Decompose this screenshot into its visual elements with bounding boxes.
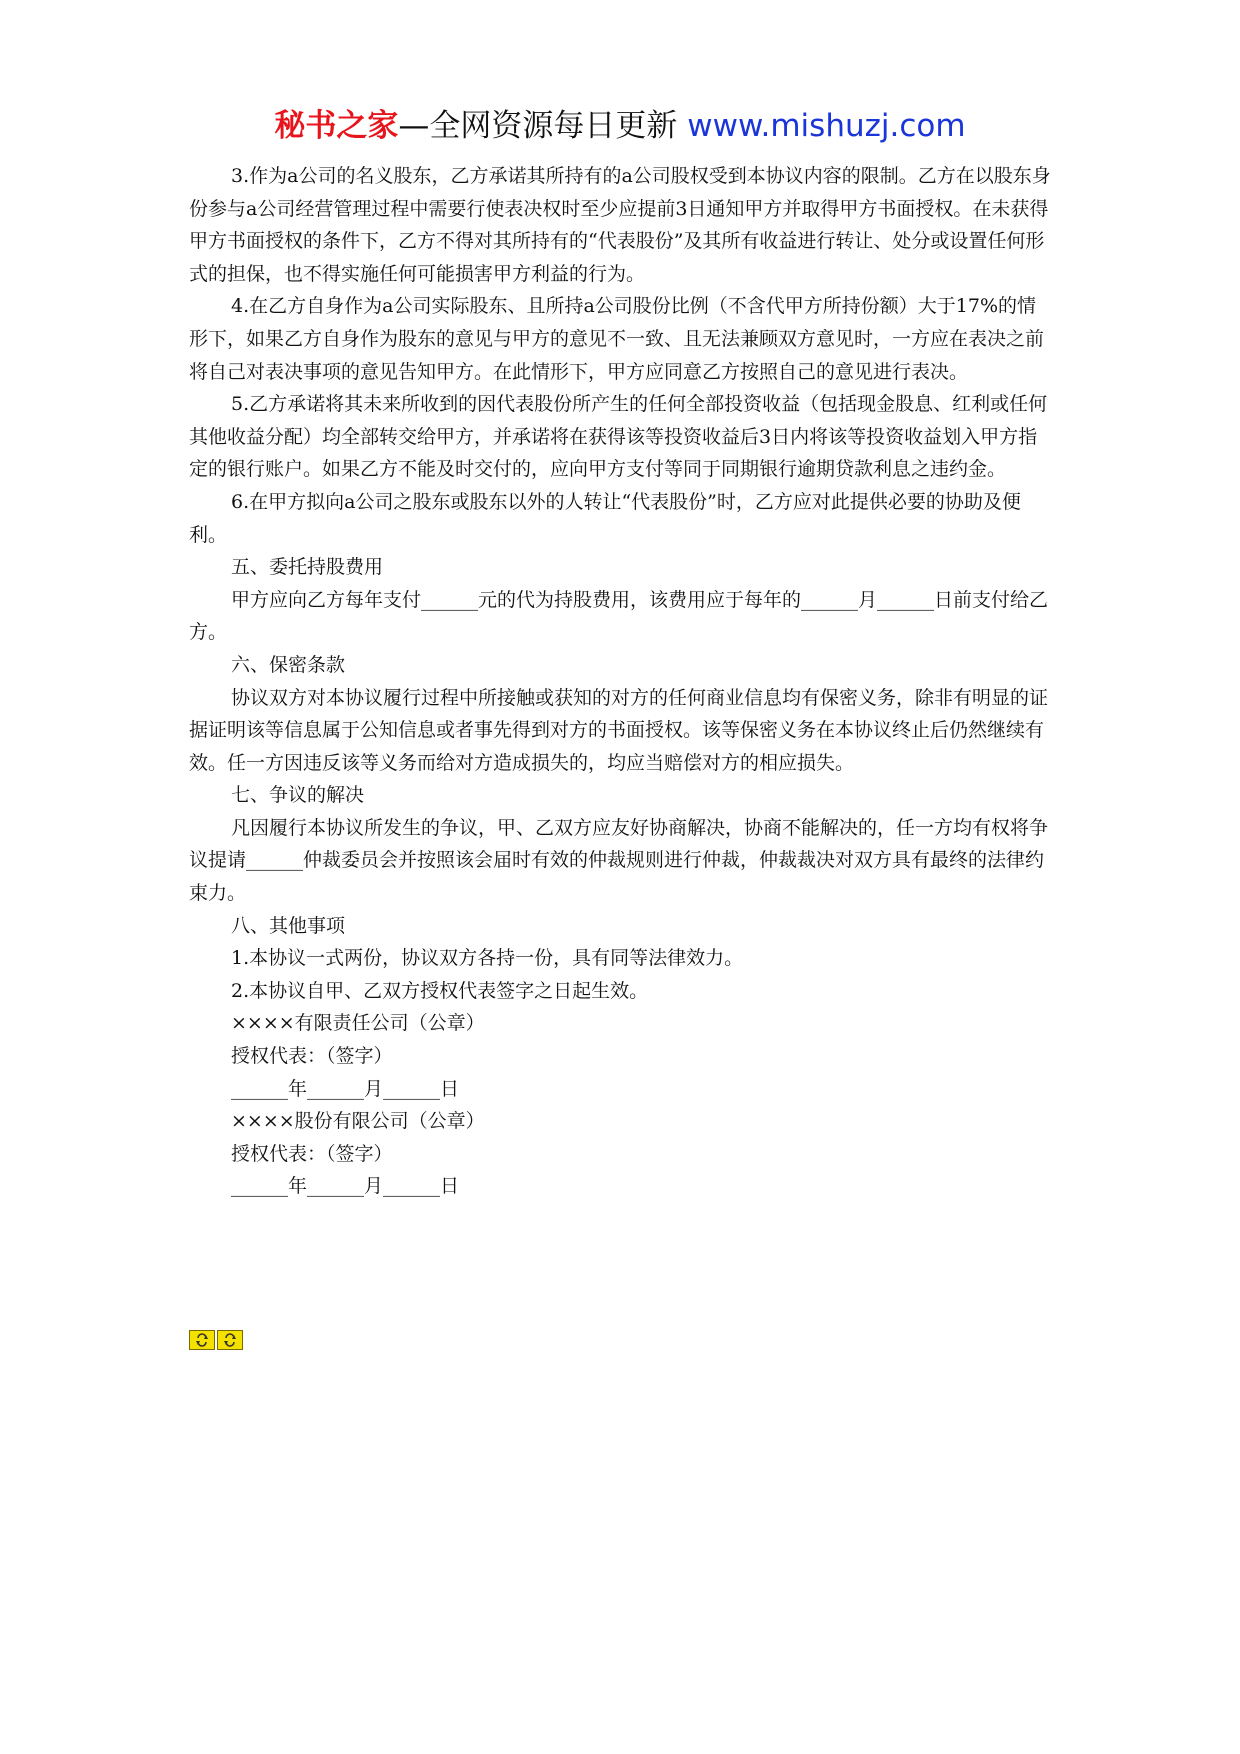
section-heading-other: 八、其他事项	[231, 914, 346, 937]
section-heading-fee: 五、委托持股费用	[231, 556, 384, 579]
document-body	[189, 160, 1055, 1203]
confidentiality-paragraph: 协议双方对本协议履行过程中所接触或获知的对方的任何商业信息均有保密义务，除非有明显的证据证明该等信息属于公知信息或者事先得到对方的书面授权。该等保密义务在本协议终止后仍然继续有效。任一方因违反该等义务而给对方造成损失的，均应当赔偿对方的相应损失。	[189, 686, 1049, 774]
other-item-2: 2.本协议自甲、乙双方授权代表签字之日起生效。	[231, 979, 649, 1002]
clause-5: 5.乙方承诺将其未来所收到的因代表股份所产生的任何全部投资收益（包括现金股息、红利或任何其他收益分配）均全部转交给甲方，并承诺将在获得该等投资收益后3日内将该等投资收益划入甲方指定的银行账户。如果乙方不能及时交付的，应向甲方支付等同于同期银行逾期贷款利息之违约金。	[189, 393, 1048, 481]
clause-6: 6.在甲方拟向a公司之股东或股东以外的人转让“代表股份”时，乙方应对此提供必要的协助及便利。	[189, 490, 1021, 546]
other-item-1: 1.本协议一式两份，协议双方各持一份，具有同等法律效力。	[231, 947, 744, 970]
dispute-paragraph: 凡因履行本协议所发生的争议，甲、乙双方应友好协商解决，协商不能解决的，任一方均有权将争议提请______仲裁委员会并按照该会届时有效的仲裁规则进行仲裁，仲裁裁决对双方具有最终的法律约束力。	[189, 816, 1049, 905]
fee-paragraph: 甲方应向乙方每年支付______元的代为持股费用，该费用应于每年的______月______日前支付给乙方。	[189, 588, 1049, 644]
party-a-representative: 授权代表：（签字）	[231, 1045, 393, 1068]
refresh-icon[interactable]	[217, 1330, 243, 1350]
site-url-link[interactable]: www.mishuzj.com	[687, 108, 966, 144]
site-header	[0, 104, 1240, 148]
section-heading-dispute: 七、争议的解决	[231, 784, 365, 807]
brand-name: 秘书之家	[274, 108, 399, 144]
clause-4: 4.在乙方自身作为a公司实际股东、且所持a公司股份比例（不含代甲方所持份额）大于17%的情形下，如果乙方自身作为股东的意见与甲方的意见不一致、且无法兼顾双方意见时，一方应在表决之前将自己对表决事项的意见告知甲方。在此情形下，甲方应同意乙方按照自己的意见进行表决。	[189, 295, 1045, 383]
party-a-company: ××××有限责任公司（公章）	[231, 1012, 485, 1035]
header-slogan: —全网资源每日更新	[398, 108, 678, 144]
party-a-date: ______年______月______日	[231, 1077, 460, 1100]
clause-3: 3.作为a公司的名义股东，乙方承诺其所持有的a公司股权受到本协议内容的限制。乙方在以股东身份参与a公司经营管理过程中需要行使表决权时至少应提前3日通知甲方并取得甲方书面授权。在未获得甲方书面授权的条件下，乙方不得对其所持有的“代表股份”及其所有收益进行转让、处分或设置任何形式的担保，也不得实施任何可能损害甲方利益的行为。	[189, 165, 1051, 285]
party-b-date: ______年______月______日	[231, 1175, 460, 1198]
refresh-icon[interactable]	[189, 1330, 215, 1350]
party-b-representative: 授权代表：（签字）	[231, 1142, 393, 1165]
party-b-company: ××××股份有限公司（公章）	[231, 1110, 485, 1133]
section-heading-confidentiality: 六、保密条款	[231, 653, 346, 676]
footer-icons	[189, 1330, 243, 1350]
